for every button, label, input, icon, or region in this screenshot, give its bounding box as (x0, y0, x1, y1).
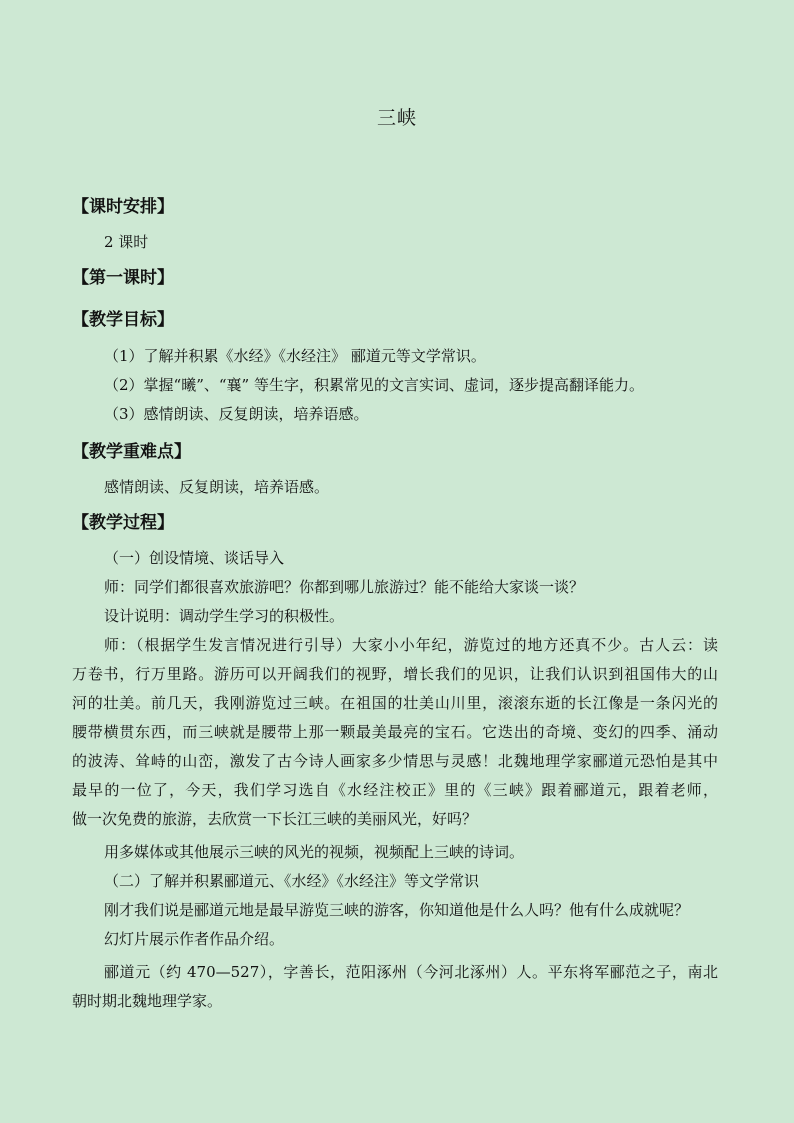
paragraph-line: 最早的一位了，今天，我们学习选自《水经注校正》里的《三峡》跟着郦道元，跟着老师， (72, 781, 718, 799)
bio-line: 朝时期北魏地理学家。 (72, 992, 223, 1010)
goal-item-1: （1）了解并积累《水经》《水经注》 郦道元等文学常识。 (104, 347, 486, 365)
teacher-question-2: 刚才我们说是郦道元地是最早游览三峡的游客，你知道他是什么人吗？他有什么成就呢？ (104, 901, 690, 919)
media-instruction: 用多媒体或其他展示三峡的风光的视频，视频配上三峡的诗词。 (104, 843, 525, 861)
heading-process: 【教学过程】 (72, 513, 174, 533)
document-title: 三峡 (376, 107, 417, 129)
paragraph-line: 腰带横贯东西，而三峡就是腰带上那一颗最美最亮的宝石。它迭出的奇境、变幻的四季、涌动 (72, 723, 718, 741)
goal-item-3: （3）感情朗读、反复朗读，培养语感。 (104, 405, 369, 423)
paragraph-line: 万卷书，行万里路。游历可以开阔我们的视野，增长我们的见识，让我们认识到祖国伟大的山 (72, 665, 718, 683)
teacher-question-1: 师：同学们都很喜欢旅游吧？你都到哪儿旅游过？能不能给大家谈一谈？ (104, 578, 585, 596)
heading-schedule: 【课时安排】 (72, 197, 174, 217)
paragraph-line: 的波涛、耸峙的山峦，激发了古今诗人画家多少情思与灵感！北魏地理学家郦道元恐怕是其中 (72, 752, 718, 770)
schedule-text: 2 课时 (104, 233, 149, 251)
goal-item-2: （2）掌握“曦”、“襄” 等生字，积累常见的文言实词、虚词，逐步提高翻译能力。 (104, 376, 644, 394)
design-note: 设计说明：调动学生学习的积极性。 (104, 607, 345, 625)
paragraph-line: 做一次免费的旅游，去欣赏一下长江三峡的美丽风光，好吗？ (72, 810, 478, 828)
heading-lesson1: 【第一课时】 (72, 268, 174, 288)
paragraph-line: 河的壮美。前几天，我刚游览过三峡。在祖国的壮美山川里，滚滚东逝的长江像是一条闪光的 (72, 694, 718, 712)
process-step-2: （二）了解并积累郦道元、《水经》《水经注》等文学常识 (104, 872, 480, 890)
paragraph-line: 师：（根据学生发言情况进行引导）大家小小年纪，游览过的地方还真不少。古人云：读 (104, 636, 718, 654)
heading-goals: 【教学目标】 (72, 310, 174, 330)
key-points-text: 感情朗读、反复朗读，培养语感。 (104, 478, 330, 496)
bio-line: 郦道元（约 470—527），字善长，范阳涿州（今河北涿州）人。平东将军郦范之子，南北 (104, 963, 718, 981)
slides-instruction: 幻灯片展示作者作品介绍。 (104, 930, 285, 948)
process-step-1: （一）创设情境、谈话导入 (104, 549, 285, 567)
heading-key-points: 【教学重难点】 (72, 442, 191, 462)
